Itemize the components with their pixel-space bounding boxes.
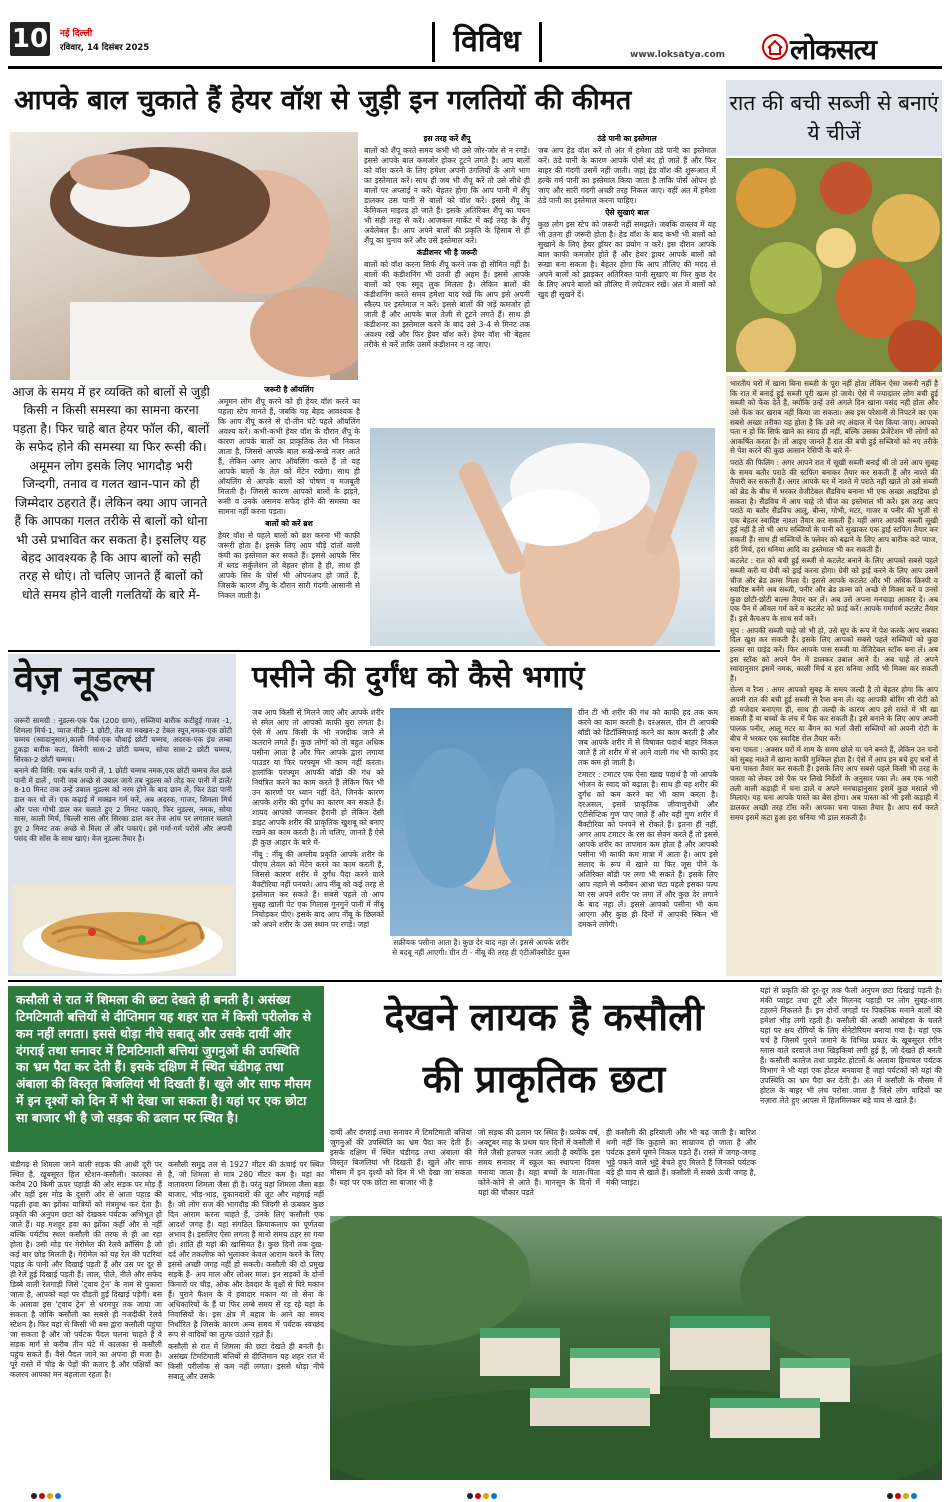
logo-house-icon [762, 34, 788, 60]
kasauli-column-2 [168, 1160, 324, 1480]
section-title: विविध [432, 22, 542, 62]
sweat-intro: जब आप किसी से मिलने जाएं और आपके शरीर से स्मेल आए तो आपको काफी बुरा लगता है। ऐसे में आप किसी के भी नजदीक जाने से कतराने लगते हैं। कुछ लोगों को तो बहुत अधिक पसीना आता है और फिर आपके द्वारा लगाया पाउडर या फिर परफ्यूम भी काम नहीं करता। हालांकि परफ्यूम आपकी बॉडी की गंध को नियंत्रित करने का काम करते हैं लेकिन फिर भी उन कारणों पर ध्यान नहीं देते, जिनके कारण आपके शरीर की दुर्गंध का कारण बन सकते हैं। शायद आपको जानकर हैरानी हो लेकिन देसी डाइट आपके शरीर की प्राकृतिक खुशबू को बनाए रखने का काम करती है। तो चलिए, जानते हैं ऐसे ही कुछ आहार के बारे में- [252, 708, 384, 848]
kasauli-c3-paragraph: दायीं और दंगराई तथा सनावर में टिमटिमाती बत्तियां जुगनुओं की उपस्थिति का भ्रम पैदा कर देती हैं। इसके दक्षिण में स्थित चंडीगढ़ तथा अंबाला की विस्तृत बिजलियां भी दिखती हैं। खुले और साफ मौसम में इन दृश्यों को दिन में भी देखा जा सकता है। यहां पर एक छोटा सा बाजार भी है [330, 1128, 472, 1188]
kasauli-column-4 [478, 1128, 600, 1214]
conditioner-paragraph: बालों को वॉश करना सिर्फ शैंपू करने तक ही सीमित नहीं है। बालों की कंडीशनिंग भी उतनी ही अहम है। इससे आपके बालों को एक स्मूद लुक मिलता है। लेकिन बालों की कंडीशनिंग करते समय हमेशा याद रखें कि आप इसे अपनी स्कैल्प पर इस्तेमाल न करें। इससे बालों की जड़ें कमजोर हो जाती हैं और आपके बाल तेजी से टूटने लगते हैं। साथ ही कंडीशनर का इस्तेमाल करने के बाद उसे 3-4 से मिनट तक अवश्य रखें और फिर हेयर वॉश करें। हेयर वॉश भी बेहतर तरीके से करें ताकि उसमें कंडीशनर न रह जाए। [364, 260, 530, 350]
section-divider-2 [8, 980, 942, 982]
sabzi-text [726, 376, 942, 976]
sabzi-headline: रात की बची सब्जी से बनाएं ये चीजें [729, 91, 939, 145]
noodles-headline: वेज़ नूडल्स [14, 659, 154, 700]
noodles-text [14, 716, 232, 882]
sabzi-soup: सूप : आपकी सब्जी चाहे जो भी हो, उसे सूप के रूप में पेश करके आप सबका दिल खुश कर सकती हैं। इसके लिए आपको सबसे पहले सब्जियों को कुछ हल्का सा ग्राइंड करें। फिर आपके पास सब्जी या वेजिटेबल स्टॉक बना लें। अब इस स्टॉक को अपने पैन में डालकर उबाल आने दें। अब चाहें तो अपने स्वादानुसार इसमें नमक, काली मिर्च व हरा धनिया आदि भी मिक्स कर सकती हैं। [730, 625, 938, 683]
sweat-column-3 [578, 708, 718, 976]
kasauli-c5-paragraph: ही कसौली की हरियाली और भी बढ़ जाती है। बारिश थमी नहीं कि कुहासे का साम्राज्य हो जाता है और पर्यटक इसमें घूमने निकल पड़ते हैं। रास्ते में जगह-जगह भुट्टे पकने वाले भुट्टे बेचते हुए मिलते हैं जिनको पर्यटक बड़े ही चाव से खाते हैं। कसौली में सबसे ऊंची जगह है, मंकी प्वाइंट। [606, 1128, 756, 1188]
kasauli-resort-photo [330, 1216, 942, 1480]
sabzi-chana-pasta: चना पास्ता : अक्सर घरों में शाम के समय छोले या चने बनते हैं, लेकिन उन चनों को सुबह नाश्ते में खाना काफी मुश्किल होता है। ऐसे में आप इन बचे हुए चनों से चना पास्ता तैयार कर सकती हैं। इसके लिए आप सबसे पहले किसी भी तरह के पास्ता को लेकर उसे पैक पर लिखे निर्देशों के अनुसार पका लें। अब एक भारी तली वाली कड़ाही में चना डालें व अपने मनचाहानुसार इसमें कुछ मसाले भी मिलाएं। यह चना आपके पास्ते का बेस होगा। अब पास्ता को भी इसी कड़ाही में डालकर अच्छी तरह टॉस करें। आपका चना पास्ता तैयार है। आप सर्व करते समय इसमें कटा हुआ हरा धनिया भी डाल सकती हैं। [730, 745, 938, 822]
kasauli-headline-line1: देखने लायक है कसौली [384, 995, 704, 1039]
subhead-conditioner: कंडीशनर भी है जरूरी [416, 248, 478, 258]
hair-headline: आपके बाल चुकाते हैं हेयर वॉश से जुड़ी इन गलतियों की कीमत [14, 85, 632, 116]
subhead-brush: बालों को करें ब्रश [265, 519, 313, 529]
sweat-column-1 [252, 708, 384, 976]
noodles-ingredients: जरूरी सामग्री : नूडल्स-एक पैक (200 ग्राम), सब्जियां बारीक कटीहुई गाजर -1, शिमला मिर्च-1, प्याज मीडी- 1 छोटी, तेल या मक्खन-2 टेबल स्पून,नमक-एक छोटी चम्मच (स्वादानुसार),काली मिर्च-एक चौथाई छोटी चम्मच, अदरक-एक इंच लम्बा टुकड़ा बारीक कटा, विनेगी सास-2 छोटी चम्मच, सोया सास-2 छोटी चम्मच, सिरका-2 छोटी चम्मच। [14, 716, 232, 764]
sweat-photo [390, 708, 572, 936]
subhead-cold-water: ठंडे पानी का इस्तेमाल [597, 134, 657, 143]
header-rule [8, 66, 942, 69]
newspaper-logo: लोकसत्य [790, 33, 877, 66]
drying-paragraph: कुछ लोग इस स्टेप को जरूरी नहीं समझते। जबकि वास्तव में यह भी उतना ही जरूरी होता है। हेड वॉश के बाद कभी भी बालों को सुखाने के लिए हेयर ड्रॉयर का प्रयोग न करें। इस दौरान आपके बाल काफी कमजोर होते हैं और हेयर ड्रायर आपके बालों को रूखा बना सकता है। बेहतर होगा कि आप तौलिए की मदद से अपने बालों को झाड़कर अतिरिक्त पानी सुखाएं या फिर कुछ देर के लिए अपने बालों को तौलिए में लपेटकर रखें। अंत में बालों को खुद ही सूखने दें। [538, 220, 716, 300]
kasauli-right-paragraph: यहां से प्रकृति की दूर-दूर तक फैली अनुपम छटा दिखाई पड़ती है। मंकी प्वाइंट तथा टूरी और मिलनद पहाड़ी पर लोग सुबह-शाम टहलने निकलते हैं। इन दोनों जगहों पर पिकनिक मनाने वालों की हमेशा भीड़ लगी रहती है। कसौली की अच्छी आबोहवा के चलते यहां पर क्षय रोगियों के लिए सेनेटोरियम बनाया गया है। यहां एक चर्च है जिसमें पुराने जमाने के विभिन्न प्रकार के खूबसूरत रंगीन ग्लास वाले दरवाजे तथा खिड़कियां लगी हुई हैं, जो देखते ही बनती हैं। कसौली कालेज तथा प्राइवेट होटलों के अलावा हिमाचल पर्यटक विभाग ने भी यहां एक होटल बनवाया है जहां पर्यटकों को यहां की उपस्थिति का भ्रम पैदा कर देती है। अंत में कसौली के मौसम में होटल के बाहर भी लंच परोसा जाता है जिसे लोग वादियों का नज़ारा लेते हुए आपस में हिलमिलकर बड़े चाव से खाते हैं। [760, 986, 942, 1106]
sabzi-rolls: रोल्स व रैप्स : अगर आपको सुबह के समय जल्दी है तो बेहतर होगा कि आप अपनी रात की बची हुई सब्जी से रैप्स बना लें। यह आपकी बोरिंग सी रोटी को ही मजेदार बनाएगा ही, साथ ही जल्दी के कारण आप इसे रास्ते में भी खा सकती हैं या बच्चों के लंच में पैक कर सकती हैं। इसे बनाने के लिए आप अपनी पालक पनीर, आलू मटर या बैंगन का भर्ता जैसी सब्जियों को अपनी रोटी के बीच में भरकर एक स्वादिष्ट रोल तैयार करें। [730, 685, 938, 743]
sweat-green-tea: ग्रीन टी भी शरीर की गंध को काफी हद तक कम करने का काम करती है। दरअसल, ग्रीन टी आपकी बॉडी को डिटॉक्सिफाई करने का काम करती है और जब आपके शरीर में से विषाक्त पदार्थ बाहर निकल जाते हैं तो शरीर में से आने वाली गंध भी काफी हद तक कम हो जाती है। [578, 708, 718, 768]
hair-intro-paragraph: आज के समय में हर व्यक्ति को बालों से जुड़ी किसी न किसी समस्या का सामना करना पड़ता है। फिर चाहे बात हेयर फॉल की, बालों के सफेद होने की समस्या या फिर रूसी की। अमूमन लोग इसके लिए भागदौड़ भरी जिन्दगी, तनाव व गलत खान-पान को ही जिम्मेदार ठहराते हैं। लेकिन क्या आप जानते हैं कि आपका गलत तरीके से बालों को धोना भी उसे प्रभावित कर सकता है। इसलिए यह बेहद आवश्यक है कि आप बालों को सही तरह से धोएं। तो चलिए जानते हैं बालों को धोते समय होने वाली गलतियों के बारे में- [12, 385, 210, 602]
kasauli-c2-paragraph: कसौली समुद्र तल से 1927 मीटर की ऊंचाई पर स्थित है, जो शिमला से मात्र 280 मीटर कम है। यहां का वातावरण शिमला जैसा ही है। परंतु यहां शिमला जैसा बड़ा बाजार, भीड़-भाड़, दुकानदारों की लूट और महंगाई नहीं है। जो लोग राज की भागदौड़ की जिंदगी से ऊबकर कुछ दिन आराम करना चाहते हैं, उनके लिए कसौली एक आदर्श जगह है। यहां संगठित क्रियाकलाप का पूर्णतया अभाव है। इसलिए ऐसा लगता है मानो समय ठहर सा गया हो। शांति ही यहां की खासियत है। कुछ दिनों तक दुख-दर्द और तकलीफ़ को भुलाकर केवल आराम करने के लिए इससे अच्छी जगह नहीं हो सकती। कसौली की दो प्रमुख सड़कें हैं- अप माल और लोअर माल। इन सड़कों के दोनों किनारों पर चीड़, ओक और देवदार के वृक्षों से घिरे मकान हैं। पुराने फैशन के ये हवादार मकान या तो सेना के अधिकारियों के हैं या फिर लम्बे समय से रह रहे यहां के निवासियों के। इस क्षेत्र में बहाव के आने का समय निर्धारित है जिसके कारण अन्य समय में पर्यटक स्वच्छंद रूप से वादियों का लुत्फ उठाते रहते हैं। [168, 1160, 324, 1340]
sweat-headline: पसीने की दुर्गंध को कैसे भगाएं [252, 660, 585, 695]
shampoo-photo [370, 428, 715, 646]
hair-column-3 [364, 132, 530, 420]
sabzi-headline-box [726, 80, 942, 156]
hair-intro-text [12, 383, 210, 604]
website-url[interactable]: www.loksatya.com [630, 50, 726, 60]
edition-city: नई दिल्ली [60, 29, 93, 39]
hair-column-4 [538, 132, 716, 420]
footer-strip [10, 1486, 940, 1496]
kasauli-column-5 [606, 1128, 756, 1214]
sabzi-food-photo [726, 158, 942, 372]
kasauli-c4-paragraph: जो सड़क की ढलान पर स्थित है। प्रत्येक वर्ष, अक्टूबर माह के प्रथम चार दिनों में कसौली में मेले जैसी हलचल नजर आती है क्योंकि इस समय सनावर में स्कूल का स्थापना दिवस मनाया जाता है। यहां बच्चों के माता-पिता कोने-कोने से आते हैं। मानसून के दिनों में यहां की चौकार पड़ते [478, 1128, 600, 1198]
hair-wash-photo [10, 132, 358, 380]
noodles-photo [12, 884, 234, 974]
shampoo-paragraph: बालों को शैंपू करते समय कभी भी उसे जोर-जोर से न रगड़ें। इससे आपके बाल कमजोर होकर टूटने लगते हैं। आप बालों को वॉश करने के लिए हमेशा अपनी उंगलियों के आगे भाग का इस्तेमाल करें। साथ ही जब भी शैंपू करें तो उसे सीधे ही बालों पर अप्लाई न करें। बेहतर होगा कि आप पानी में शैंपू डालकर उस पानी से बालों को वॉश करें। इससे शैंपू के केमिकल माइल्ड हो जाते हैं। इसके अतिरिक्त शैंपू का चयन भी सही तरह से करें। आजकल मार्केट में कई तरह के शैंपू अवेलेबल हैं। आप अपने बालों की प्रकृति के हिसाब से ही शैंपू का चुनाव करें और उसे इस्तेमाल करें। [364, 146, 530, 246]
kasauli-column-1 [10, 1160, 162, 1480]
sabzi-cutlet: कटलेट : रात को बची हुई सब्जी से कटलेट बनाने के लिए आपको सबसे पहले सब्जी करी या ग्रेवी को ड्राई करना होगा। ग्रेवी को ड्राई करने के लिए आप उसमें चीज और ब्रेड क्रम्स मिला दें। इससे आपके कटलेट और भी अधिक क्रिस्पी व स्वादिष्ट बनेंगे अब सब्जी, पनीर और ब्रेड क्रम्स को अच्छे से मिक्स करें व उनसे कुछ छोटी-छोटी बाल्स तैयार कर लें। अब उसे अपना मनचाहा आकार दें। अब एक पैन में ऑयल गर्म करें व कटलेट को फ्राई करें। आपके गर्मागर्म कटलेट तैयार हैं। इसे कैचअप के साथ सर्व करें। [730, 556, 938, 623]
section-divider [8, 650, 720, 652]
cold-water-paragraph: जब आप हेड वॉश करें तो अंत में हमेशा ठंडे पानी का इस्तेमाल करें। ठंडे पानी के कारण आपके पोर्स बंद हो जाते हैं और फिर बाहर की गंदगी उसमें नहीं जाती। जहां हेड वॉश की शुरूआत में हल्के गर्म पानी का इस्तेमाल किया जाता है ताकि पोर्स ओपन हो जाए और सारी गंदगी अच्छी तरह निकल जाए। वहीं अंत में हमेशा ठंडे पानी का इस्तेमाल करना चाहिए। [538, 146, 716, 206]
kasauli-column-3 [330, 1128, 472, 1214]
page-number: 10 [11, 24, 49, 54]
hair-column-2 [218, 383, 360, 641]
subhead-oiling: जरूरी है ऑयलिंग [264, 385, 314, 394]
sabzi-paratha: पराठे की फिलिंग : अगर आपने रात में सूखी सब्जी बनाई थी तो उसे आप सुबह के समय बतौर पराठे की स्टफिंग बनाकर तैयार कर सकती हैं और नाश्ते की तैयारी कर सकती हैं। अगर आपके घर में नाश्ते में पराठे नहीं खाते तो उसे सब्जी को ब्रेड के बीच में भरकर वेजीटेबल सैंडविच बनाना भी एक अच्छा आइडिया हो सकता है। सैंडविच में आप चाहे तो चीज का इस्तेमाल भी करें। इस तरह आप पराठे या बतौर सैंडविच आलू, बीन्स, गोभी, मटर, गाजर व पनीर की भुर्जी से एक बेहतर स्वादिष्ट नाश्ता तैयार कर सकती हैं। यहीं अगर आपकी सब्जी सूखी हुई नहीं है तो भी आप सब्जियों के पानी को सुखाकर एक ड्राई स्टफिंग तैयार कर सकती हैं। साथ ही सब्जियों के फ्लेवर को बढ़ाने के लिए आप बारीक कटे प्याज, हरी मिर्च, हरा धनिया आदि का इस्तेमाल भी कर सकती हैं। [730, 458, 938, 554]
subhead-shampoo: इस तरह करें शैंपू [423, 134, 471, 143]
kasauli-headline-line2: की प्राकृतिक छटा [422, 1057, 666, 1101]
kasauli-c2b-paragraph: कसौली से रात में शिमला की छटा देखते ही बनती है। असंख्य टिमटिमाती बत्तियों से दीप्तिमान यह शहर रात में किसी परीलोक से कम नहीं लगता। इससे थोड़ा नीचे सबातू और उसके [168, 1342, 324, 1382]
sabzi-intro: भारतीय घरों में खाना बिना सब्जी के पूरा नहीं होता लेकिन ऐसा जरूरी नहीं है कि रात में बनाई हुई सब्जी पूरी खत्म हो जाये। ऐसे में ज्यादातर लोग बची हुई सब्जी को फेंक देते हैं, क्योंकि उन्हें उसे अगले दिन खाना पसंद नहीं होता और उसे फेंक कर खराब नहीं किया जा सकता। अब इस परेशानी से निपटने का एक सबसे अच्छा तरीका यह होता है कि उसे नए अंदाज में पेश किया जाए। आपको पता न हो कि सिर्फ खाने का स्वाद ही नहीं, बल्कि उसका प्रेजेंटेशन भी लोगों को आकर्षित करता है। तो आइए जानते हैं रात की बची हुई सब्जियों को नए तरीके से पेश करने की कुछ आसान रेसिपी के बारे में- [730, 379, 938, 456]
edition-date: रविवार, 14 दिसंबर 2025 [60, 43, 150, 53]
kasauli-c1-paragraph: चंडीगढ़ से शिमला जाने वाली सड़क की आधी दूरी पर स्थित है, खूबसूरत हिल स्टेशन-कसौली। कालका से करीब 20 किमी ऊपर पहाड़ी की ओर सड़क पर मोड़ हैं और वहीं इस मोड़ के दूसरी ओर से आता पहाड़ की पहली हवा का झोंका यात्रियों को मंत्रमुग्ध कर देता है। प्रकृति की अनुपम छटा को देखकर पर्यटक अभिभूत हो जाते हैं। यह मशहूर हवा का झोंका कहीं और से नहीं बल्कि पर्यटीय स्थल कसौली की तरफ से ही आ रहा होता है। उसी मोड़ पर गेरोमेल की रेलवे क्रॉसिंग है जो कई बार छोड़ मिलती है। गेरोमेल को यह रेल की पटरियां पहाड़ के पानी और दिखाई पड़ती हैं और उस पर दूर से ही रेलें हुई दिखाई पड़ती हैं। लाल, पीले, नीले और सफेद डिब्बे वाली रेलगाड़ी जिसे 'ट्वाय ट्रेन' के नाम से पुकारा जाता है, आपको यहां पर दौड़ती हुई दिखाई पड़ेगी। बस के अलावा इस 'ट्वाय ट्रेन' से धरमपुर तक जाया जा सकता है जोकि कसौली का सबसे ही नजदीकी रेलवे स्टेशन है। फिर यहां से किसी भी बस द्वारा कसौली पहुंचा जा सकता है और जो पर्यटक पैदल चलना चाहते हैं वे सड़क मार्ग से करीब तीन घंटे में कालका से कसौली पहुंच सकते हैं। वैसे पैदल जाने का अपना ही मजा है। पूरे रास्ते में चीड़ के पेड़ों की कतार है और पक्षियों का कलरव आपका मन बहलाता रहता है। [10, 1160, 162, 1380]
kasauli-intro-box: कसौली से रात में शिमला की छटा देखते ही बनती है। असंख्य टिमटिमाती बत्तियों से दीप्तिमान यह शहर रात में किसी परीलोक से कम नहीं लगता। इससे थोड़ा नीचे सबातू और उसके दायीं ओर दंगराई तथा सनावर में टिमटिमाती बत्तियां जुगनुओं की उपस्थिति का भ्रम पैदा कर देती हैं। इसके दक्षिण में स्थित चंडीगढ़ तथा अंबाला की विस्तृत बिजलियां भी दिखती हैं। खुले और साफ मौसम में इन दृश्यों को दिन में भी देखा जा सकता है। यहां पर एक छोटा सा बाजार भी है जो सड़क की ढलान पर स्थित है। [8, 986, 324, 1152]
brush-paragraph: हेयर वॉश से पहले बालों को ब्रश करना भी काफी जरूरी होता है। इसके लिए आप चौड़े दांतों वाली कंघी का इस्तेमाल कर सकते हैं। इससे आपके सिर में ब्लड सर्कुलेशन तो बेहतर होता है ही, साथ ही आपके सिर के पोर्स भी ओपनअप हो जाते हैं, जिसके कारण शैंपू के दौरान सारी गंदगी आसानी से निकल जाती है। [218, 531, 360, 601]
oiling-paragraph: अमूमन लोग शैंपू करने को ही हेयर वॉश करने का पहला स्टेप मानते हैं, जबकि यह बेहद आवश्यक है कि आप शैंपू करने से दो-तीन घंटे पहले ऑयलिंग अवश्य करें। कभी-कभी हेयर वॉश के दौरान शैंपू के कारण आपके बालों का प्राकृतिक तेल भी निकल जाता है, जिससे आपके बाल रूखे-रूखे नजर आते हैं, लेकिन अगर आप ऑयलिंग करते हैं तो यह आपके बालों के तेल को मेंटेन रखेगा। साथ ही ऑयलिंग से आपके बालों को पोषण व मजबूती मिलती है। जिससे कारण आपको बालों के झड़ने, रूसी व उनके असमय सफेद होने की समस्या का सामना नहीं करना पड़ता। [218, 397, 360, 517]
noodles-method: बनाने की विधि: एक बर्तन पानी लें, 1 छोटी चम्मच नमक,एक छोटी चम्मच तेल डाले पानी में डालें , पानी जब अच्छे से उबाल जाये तब नूडल्स को तोड़ कर पानी में डालें/ 8-10 मिनट तक उन्हें उबाल नूडल्स को नरम होने के बाद छान लें, फिर ठंडा पानी डाल कर धो लें। एक कढ़ाई में मक्खन गर्म करें, अब अदरक, गाजर, शिमला मिर्च और पत्ता गोभी डाल कर चलाते हुए 2 मिनट पकाएं, फिर नूडल्स, नमक, सोया सास, काली मिर्च, चिल्ली सास और सिरका डाल कर तेज आंच पर लगातार चलाते हुए 2 मिनट तक अच्छे से मिला लें और पकाएं। इसे गर्मा-गर्म परोसें और अपनी पसंद की सॉस के साथ खाएं। वेज नूडल्स तैयार है। [14, 766, 232, 843]
kasauli-right-text [760, 986, 942, 1144]
sweat-lemon: नींबू : नींबू की अम्लीय प्रकृति आपके शरीर के पीएच लेवल को मेंटेन करने का काम करती है, जिससे कारण शरीर में दुर्गंध पैदा करने वाले बैक्टीरिया नहीं पनपते। आप नींबू को कई तरह से इस्तेमाल कर सकते हैं। सबसे पहले तो आप सुबह खाली पेट एक गिलास गुनगुने पानी में नींबू निचोड़कर पीएं। इसके बाद आप नींबू के छिलकों को अपने शरीर के उस स्थान पर रगड़ें। जहां [252, 850, 384, 930]
sweat-tomato: टमाटर : टमाटर एक ऐसा खाद्य पदार्थ है जो आपके भोजन के स्वाद को बढ़ाता है। साथ ही यह शरीर की दुर्गंध को कम करने का भी काम करता है। दरअसल, इसमें प्राकृतिक जीवाणुरोधी और एंटीसेप्टिक गुण पाए जाते हैं और यही गुण शरीर में बैक्टीरिया को पनपने से रोकते हैं। इतना ही नहीं, अगर आप टमाटर के रस का सेवन करते हैं तो इससे आपके शरीर का तापमान कम होता है और आपको पसीना भी काफी कम मात्रा में आता है। आप इसे सलाद के रूप में खाने या फिर जूस पीने के अतिरिक्त बॉडी पर लगा भी सकते हैं। इसके लिए आप नहाने से करीबन आधा घंटा पहले इसका पल्प या रस अपने शरीर पर लगा लें और कुछ देर लगाने के बाद नहा लें। इससे आपको पसीना भी कम आएगा और कुछ ही दिनों में आपकी स्किन भी दमकने लगेगी। [578, 770, 718, 930]
sweat-caption: सक्रीयक पसीना आता है। कुछ देर बाद नहा लें। इससे आपके शरीर से बदबू नहीं आएगी। ग्रीन टी - नींबू की तरह ही एंटीऑक्सीडेंट युक्त [392, 938, 570, 957]
subhead-drying: ऐसे सुखाएं बाल [605, 208, 649, 218]
kasauli-headline [334, 986, 754, 1110]
